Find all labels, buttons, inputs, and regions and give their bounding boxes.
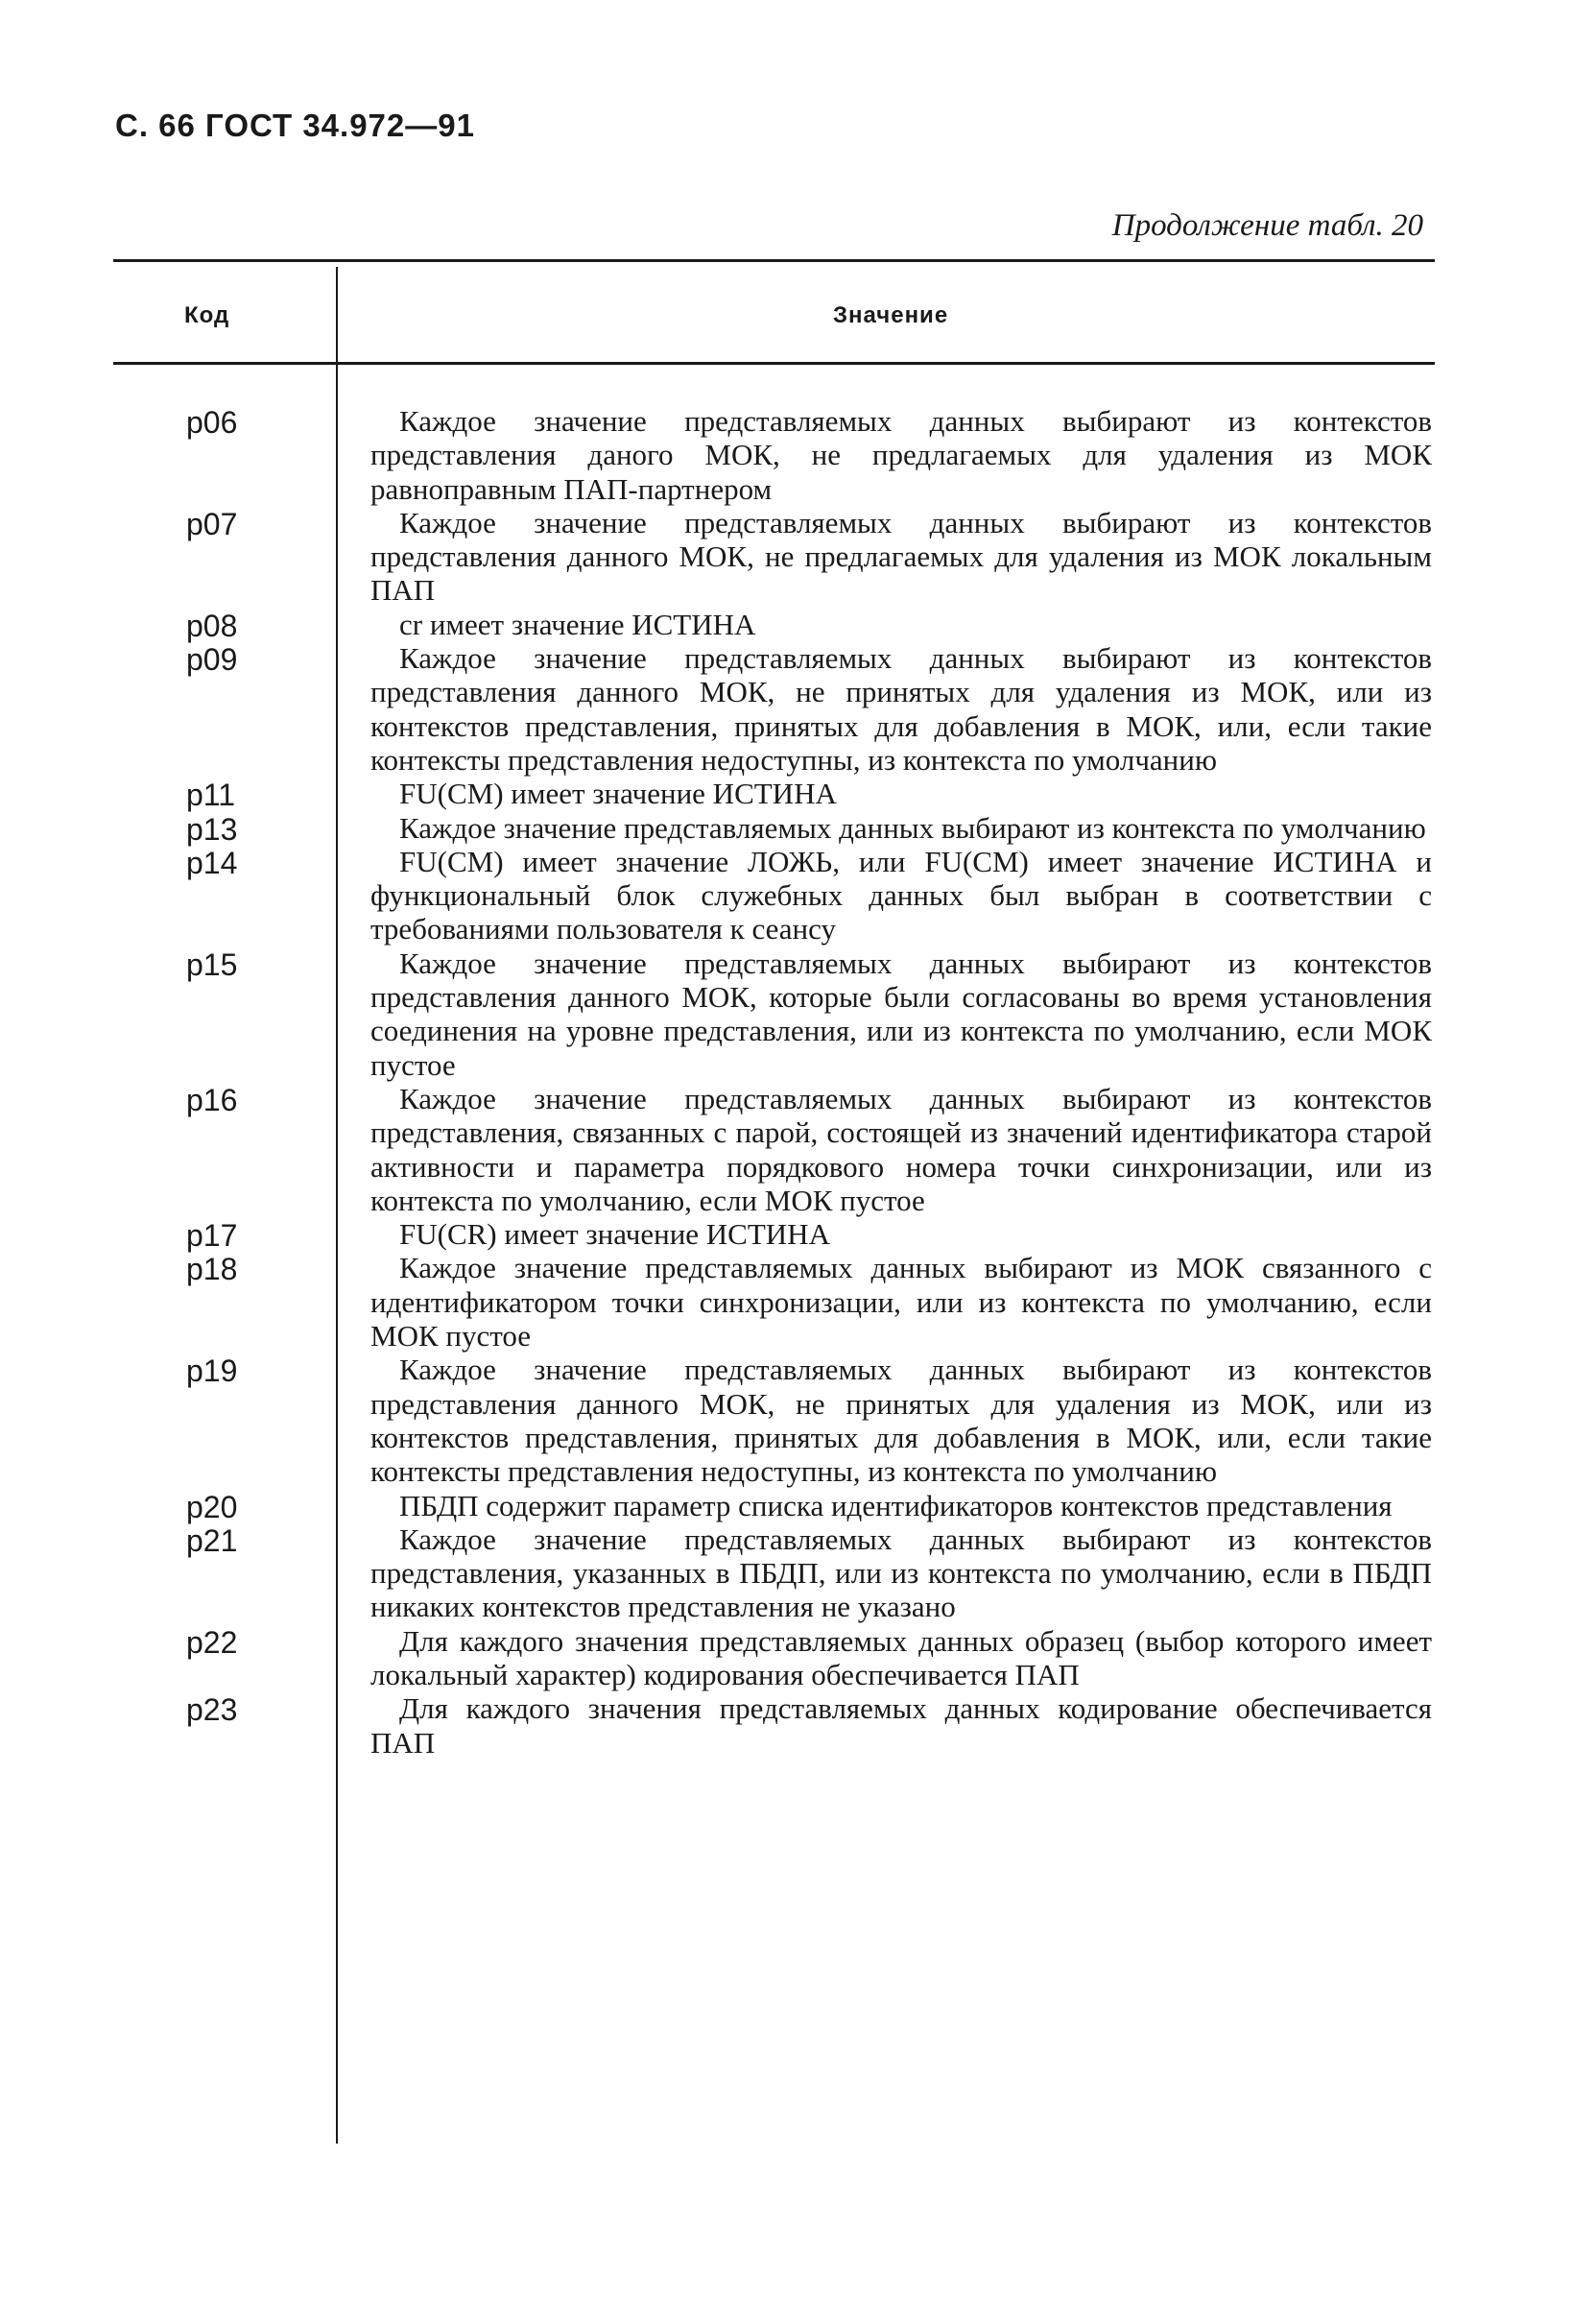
row-value: сr имеет значение ИСТИНА xyxy=(399,607,756,641)
column-header-value: Значение xyxy=(833,302,949,328)
row-code: р22 xyxy=(186,1624,238,1660)
row-code: р07 xyxy=(186,506,238,541)
table-row xyxy=(0,845,1596,946)
row-value: Каждое значение представляемых данных выбирают из контекстов представления даного МОК, не предлагаемых для удаления из МОК равноправным ПАП-партнером xyxy=(370,404,1432,506)
row-code: р09 xyxy=(186,642,238,678)
table-row xyxy=(0,506,1596,608)
table-continuation-caption: Продолжение табл. 20 xyxy=(1111,208,1423,243)
row-code: р17 xyxy=(186,1218,238,1254)
table-row xyxy=(0,1489,1596,1522)
row-code: р14 xyxy=(186,845,238,880)
table-row xyxy=(0,1522,1596,1624)
row-code: р15 xyxy=(186,946,238,982)
table-row xyxy=(0,641,1596,777)
row-value: Каждое значение представляемых данных выбирают из контекстов представления данного МОК, не принятых для удаления из МОК, или из контекстов представления, принятых для добавления в МОК, или, если такие контексты представления недоступны, из контекста по умолчанию xyxy=(370,641,1432,777)
row-code: р08 xyxy=(186,608,238,643)
row-code: р21 xyxy=(186,1522,238,1558)
row-value: Для каждого значения представляемых данных образец (выбор которого имеет локальный характер) кодирования обеспечивается ПАП xyxy=(370,1623,1432,1691)
table-row xyxy=(0,404,1596,506)
row-code: р20 xyxy=(186,1489,238,1524)
table-header-rule xyxy=(113,362,1435,365)
table-body xyxy=(0,404,1596,1760)
row-value: Для каждого значения представляемых данных кодирование обеспечивается ПАП xyxy=(370,1691,1432,1760)
row-value: FU(CM) имеет значение ИСТИНА xyxy=(399,777,837,811)
row-code: р06 xyxy=(186,405,238,440)
table-row xyxy=(0,1691,1596,1760)
row-code: р11 xyxy=(186,778,236,813)
row-code: р19 xyxy=(186,1354,238,1389)
row-code: р18 xyxy=(186,1252,238,1287)
column-header-code: Код xyxy=(184,302,230,328)
row-value: Каждое значение представляемых данных выбирают из контекстов представления, связанных с парой, состоящей из значений идентификатора старой активности и параметра порядкового номера точки синхронизации, или из контекста по умолчанию, если МОК пустое xyxy=(370,1081,1432,1217)
table-row xyxy=(0,1217,1596,1254)
row-code: р13 xyxy=(186,811,238,847)
row-value: FU(CM) имеет значение ЛОЖЬ, или FU(CM) имеет значение ИСТИНА и функциональный блок служебных данных был выбран в соответствии с требованиями пользователя к сеансу xyxy=(370,844,1432,946)
row-value: Каждое значение представляемых данных выбирают из контекстов представления данного МОК, которые были согласованы во время установления соединения на уровне представления, или из контекста по умолчанию, если МОК пустое xyxy=(370,946,1432,1082)
row-code: р23 xyxy=(186,1692,238,1728)
row-value: Каждое значение представляемых данных выбирают из контекста по умолчанию xyxy=(399,810,1426,845)
table-row xyxy=(0,1251,1596,1353)
table-top-rule xyxy=(113,259,1435,262)
row-value: FU(CR) имеет значение ИСТИНА xyxy=(399,1217,830,1252)
table-row xyxy=(0,608,1596,641)
table-row xyxy=(0,811,1596,845)
table-row xyxy=(0,1082,1596,1217)
row-value: Каждое значение представляемых данных выбирают из контекстов представления данного МОК, не принятых для удаления из МОК, или из контекстов представления, принятых для добавления в МОК, или, если такие контексты представления недоступны, из контекста по умолчанию xyxy=(370,1353,1432,1489)
page-header: С. 66 ГОСТ 34.972—91 xyxy=(115,108,475,143)
row-value: Каждое значение представляемых данных выбирают из контекстов представления, указанных в ПБДП, или из контекста по умолчанию, если в ПБДП никаких контекстов представления не указано xyxy=(370,1521,1432,1624)
table-row xyxy=(0,1353,1596,1488)
table-row xyxy=(0,1624,1596,1692)
row-value: ПБДП содержит параметр списка идентификаторов контекстов представления xyxy=(399,1488,1393,1522)
table-row xyxy=(0,946,1596,1082)
row-value: Каждое значение представляемых данных выбирают из контекстов представления данного МОК, не предлагаемых для удаления из МОК локальным ПАП xyxy=(370,505,1432,608)
table-row xyxy=(0,777,1596,813)
row-code: р16 xyxy=(186,1082,238,1117)
row-value: Каждое значение представляемых данных выбирают из МОК связанного с идентификатором точки синхронизации, или из контекста по умолчанию, если МОК пустое xyxy=(370,1251,1432,1354)
